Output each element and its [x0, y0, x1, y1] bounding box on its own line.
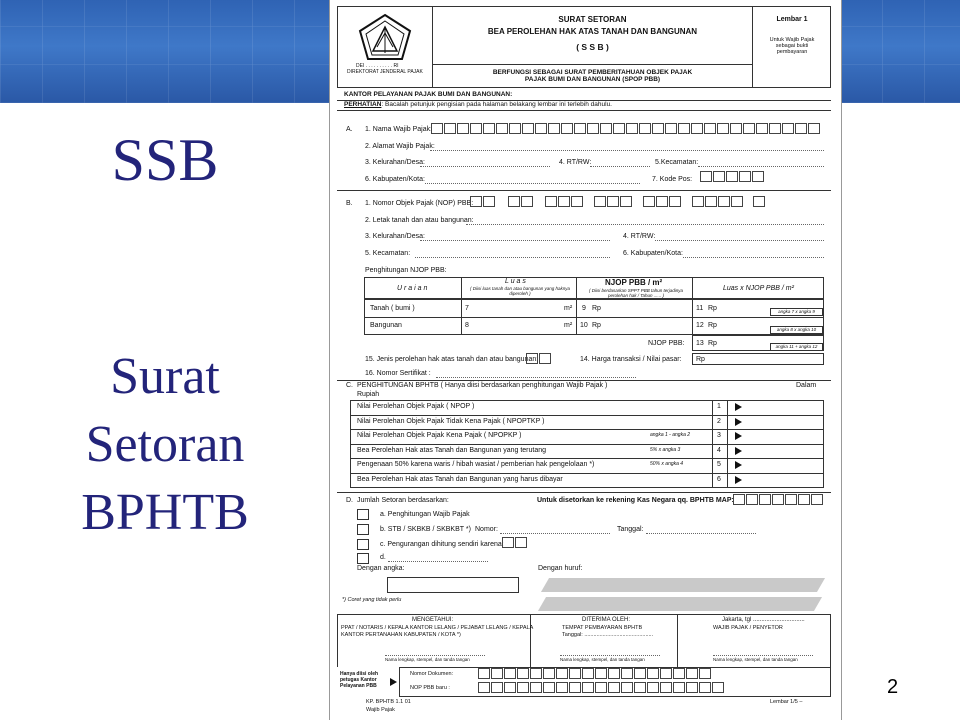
form-title-2: BEA PEROLEHAN HAK ATAS TANAH DAN BANGUNAN — [487, 27, 698, 36]
c-row-number: 1 — [717, 403, 721, 410]
b-rtrw-label: 4. RT/RW: — [623, 233, 656, 240]
arrow-right-icon — [735, 447, 742, 455]
garuda-emblem-icon — [355, 13, 415, 63]
d-c-label: c. Pengurangan dihitung sendiri karena: — [380, 541, 504, 548]
c-row-label: Pengenaan 50% karena waris / hibah wasiat / pemberian hak pengelolaan *) — [357, 461, 595, 469]
angka79-note: angka 7 x angka 9 — [770, 308, 823, 316]
c-row-note: 50% x angka 4 — [650, 461, 684, 468]
sign-caption-1: Nama lengkap, stempel, dan tanda tangan — [385, 657, 470, 662]
sheet-number: Lembar 1 — [776, 16, 808, 23]
n8-label: 8 — [465, 322, 469, 329]
perhatian-text: : Bacalah petunjuk pengisian pada halaman belakang lembar ini terlebih dahulu. — [381, 101, 612, 108]
b-nop-boxes-6 — [692, 196, 744, 207]
d-checkbox-b — [357, 524, 369, 535]
perhatian-note — [344, 101, 612, 108]
c-row-note: 5% x angka 3 — [650, 446, 681, 453]
d-rekening: Untuk disetorkan ke rekening Kas Negara qq. BPHTB MAP: — [537, 497, 734, 504]
header-title-box — [433, 7, 753, 65]
n11-label: 11 — [696, 305, 704, 312]
subtitle-line-2: Setoran — [85, 416, 245, 473]
c-row-divider — [350, 473, 824, 474]
c-row-divider — [350, 444, 824, 445]
arrow-right-icon — [735, 403, 742, 411]
d-huruf-label: Dengan huruf: — [538, 565, 583, 572]
sign-ppat: PPAT / NOTARIS / KEPALA KANTOR LELANG / PEJABAT LELANG / KEPALA — [341, 625, 534, 631]
a-kodepos-boxes — [700, 171, 765, 182]
row-tanah: Tanah ( bumi ) — [370, 305, 415, 312]
b-sertifikat-label: 16. Nomor Sertifikat : — [365, 370, 431, 377]
form-title-3: ( S S B ) — [576, 42, 609, 52]
footer-nomor-dok: Nomor Dokumen: — [410, 671, 454, 677]
c-row-note: angka 1 - angka 2 — [650, 432, 691, 439]
c-row-number: 5 — [717, 461, 721, 469]
d-checkbox-a — [357, 509, 369, 520]
footer-kode: KP. BPHTB 1.1 01 — [366, 699, 411, 705]
subtitle-line-3: BPHTB — [81, 484, 249, 541]
logo-area — [338, 7, 433, 87]
arrow-right-icon — [735, 461, 742, 469]
c-row-number: 6 — [717, 476, 721, 483]
b-nop-boxes-7 — [753, 196, 766, 207]
n9-label: 9 — [582, 305, 586, 312]
row-bangunan: Bangunan — [370, 322, 402, 329]
sheet-note-3: pembayaran — [776, 49, 808, 55]
d-rekening-boxes — [733, 494, 824, 505]
d-a-label: a. Penghitungan Wajib Pajak — [380, 511, 470, 518]
c-row-label: Nilai Perolehan Objek Pajak Kena Pajak ( NPOPKP ) — [357, 432, 522, 440]
slide-title: SSB — [111, 127, 219, 193]
sign-kota: Jakarta, tgl ............................... — [722, 617, 805, 623]
d-title: Jumlah Setoran berdasarkan: — [357, 497, 449, 504]
section-a-letter: A. — [346, 126, 353, 133]
ssb-form-image — [329, 0, 842, 720]
perhatian-label: PERHATIAN — [344, 101, 382, 108]
b-nop-boxes-2 — [508, 196, 534, 207]
subtitle-line-1: Surat — [110, 348, 220, 405]
col-njop: NJOP PBB / m² — [605, 278, 663, 287]
rp-12: Rp — [708, 322, 717, 329]
a-alamat-label: 2. Alamat Wajib Pajak: — [365, 143, 435, 150]
c-row-divider — [350, 458, 824, 459]
a-rtrw-label: 4. RT/RW: — [559, 159, 592, 166]
a-nama-boxes — [431, 123, 821, 134]
c-rupiah: Rupiah — [357, 391, 380, 398]
col-luas: L u a s — [505, 278, 526, 285]
rp-14: Rp — [696, 356, 705, 363]
n7-label: 7 — [465, 305, 469, 312]
c-row-label: Bea Perolehan Hak atas Tanah dan Bangunan yang harus dibayar — [357, 476, 563, 483]
form-subtitle-2: PAJAK BUMI DAN BANGUNAN (SPOP PBB) — [524, 76, 661, 83]
d-b-label: b. STB / SKBKB / SKBKBT *) — [380, 526, 471, 533]
d-tanggal-label: Tanggal: — [617, 526, 644, 533]
d-huruf-field-2 — [538, 597, 822, 611]
slide-subtitle — [0, 343, 330, 547]
b-jenis-label: 15. Jenis perolehan hak atas tanah dan atau bangunan: — [365, 356, 539, 363]
page-number: 2 — [887, 676, 899, 698]
col-uraian: U r a i a n — [397, 285, 428, 292]
section-d-letter: D. — [346, 497, 353, 504]
sheet-note-1: Untuk Wajib Pajak — [769, 37, 815, 43]
c-row-number: 4 — [717, 446, 721, 454]
c-row-label: Nilai Perolehan Objek Pajak ( NPOP ) — [357, 403, 475, 410]
c-row-label: Bea Perolehan Hak atas Tanah dan Bangunan yang terutang — [357, 446, 547, 454]
c-row-label: Nilai Perolehan Objek Pajak Tidak Kena Pajak ( NPOPTKP ) — [357, 417, 545, 425]
d-checkbox-c — [357, 539, 369, 550]
a-kecamatan-label: 5.Kecamatan: — [655, 159, 699, 166]
c-row-number: 3 — [717, 432, 721, 440]
rp-10: Rp — [592, 322, 601, 329]
b-jenis-boxes — [526, 353, 552, 364]
rp-9: Rp — [592, 305, 601, 312]
d-d-label: d. — [380, 554, 386, 561]
sign-caption-3: Nama lengkap, stempel, dan tanda tangan — [713, 657, 798, 662]
d-angka-label: Dengan angka: — [357, 565, 405, 572]
col-luas-x-njop: Luas x NJOP PBB / m² — [723, 285, 794, 292]
footer-hanya: Hanya diisi oleh petugas Kantor Pelayanan PBB — [340, 671, 379, 689]
sign-kantor: KANTOR PERTANAHAN KABUPATEN / KOTA *) — [341, 632, 461, 638]
form-header — [337, 6, 831, 88]
a-nama-label: 1. Nama Wajib Pajak: — [365, 126, 433, 133]
b-nop-boxes-3 — [545, 196, 584, 207]
c-row-number: 2 — [717, 417, 721, 425]
b-nop-boxes-5 — [643, 196, 682, 207]
form-subtitle-1: BERFUNGSI SEBAGAI SURAT PEMBERITAHUAN OBJEK PAJAK — [492, 69, 693, 76]
a-kodepos-label: 7. Kode Pos: — [652, 176, 693, 183]
b-letak-label: 2. Letak tanah dan atau bangunan: — [365, 217, 474, 224]
b-harga-label: 14. Harga transaksi / Nilai pasar: — [580, 356, 682, 363]
c-row-divider — [350, 429, 824, 430]
footer-nop-boxes — [478, 682, 725, 693]
b-nop-label: 1. Nomor Objek Pajak (NOP) PBB: — [365, 200, 474, 207]
b-nop-boxes-4 — [594, 196, 633, 207]
angka1112-note: angka 11 + angka 12 — [770, 343, 823, 351]
n12-label: 12 — [696, 322, 704, 329]
harga-box — [692, 353, 824, 365]
njop-pbb-label: NJOP PBB: — [648, 340, 685, 347]
c-dalam: Dalam — [796, 382, 817, 389]
b-kabupaten-label: 6. Kabupaten/Kota: — [623, 250, 683, 257]
col-luas-note: ( Diisi luas tanah dan atau bangunan yang haknya diperoleh ) — [469, 286, 571, 296]
section-b-letter: B. — [346, 200, 353, 207]
n13-label: 13 — [696, 340, 704, 347]
col-njop-note: ( Diisi berdasarkan SPPT PBB tahun terjadinya perolehan hak / Tahun ...... ) — [588, 288, 684, 298]
c-title: PENGHITUNGAN BPHTB ( Hanya diisi berdasarkan penghitungan Wajib Pajak ) — [357, 382, 608, 389]
sign-tanggal: Tanggal: ............................................. — [562, 632, 654, 638]
logo-caption-2: DIREKTORAT JENDERAL PAJAK — [347, 69, 423, 75]
sign-wajib: WAJIB PAJAK / PENYETOR — [713, 625, 783, 631]
n10-label: 10 — [580, 322, 588, 329]
d-c-boxes — [502, 537, 528, 548]
footer-arrow-icon — [390, 678, 397, 686]
sheet-note-2: sebagai bukti — [775, 43, 809, 49]
a-kabupaten-label: 6. Kabupaten/Kota: — [365, 176, 425, 183]
logo-caption-1: DEI . . . . . . . . . . RI — [356, 63, 399, 69]
rp-13: Rp — [708, 340, 717, 347]
b-kecamatan-label: 5. Kecamatan: — [365, 250, 411, 257]
b-penghitungan-label: Penghitungan NJOP PBB: — [365, 267, 447, 274]
section-c-letter: C. — [346, 382, 353, 389]
d-coret-note: *) Coret yang tidak perlu — [342, 597, 402, 603]
sign-caption-2: Nama lengkap, stempel, dan tanda tangan — [560, 657, 645, 662]
arrow-right-icon — [735, 476, 742, 484]
d-angka-box — [387, 577, 519, 593]
c-row-divider — [350, 415, 824, 416]
d-huruf-field-1 — [541, 578, 825, 592]
rp-11: Rp — [708, 305, 717, 312]
d-checkbox-d — [357, 553, 369, 564]
m2-tanah: m² — [564, 305, 573, 312]
arrow-right-icon — [735, 432, 742, 440]
d-nomor-label: Nomor: — [475, 526, 498, 533]
sign-tempat: TEMPAT PEMBAYARAN BPHTB — [562, 625, 643, 631]
header-subtitle-box — [433, 65, 753, 87]
m2-bangunan: m² — [564, 322, 573, 329]
arrow-right-icon — [735, 418, 742, 426]
b-nop-boxes-1 — [470, 196, 496, 207]
a-kelurahan-label: 3. Kelurahan/Desa: — [365, 159, 425, 166]
footer-nop-baru: NOP PBB baru : — [410, 685, 450, 691]
kantor-label: KANTOR PELAYANAN PAJAK BUMI DAN BANGUNAN: — [344, 91, 513, 98]
sign-diterima: DITERIMA OLEH: — [582, 617, 631, 623]
sheet-info — [753, 7, 831, 87]
footer-doc-boxes — [478, 668, 712, 679]
footer-wp: Wajib Pajak — [366, 707, 395, 713]
footer-lembar: Lembar 1/5 – — [770, 699, 803, 705]
form-title-1: SURAT SETORAN — [558, 15, 627, 24]
angka810-note: angka 8 x angka 10 — [770, 326, 823, 334]
sign-mengetahui: MENGETAHUI: — [412, 617, 454, 623]
b-kelurahan-label: 3. Kelurahan/Desa: — [365, 233, 425, 240]
